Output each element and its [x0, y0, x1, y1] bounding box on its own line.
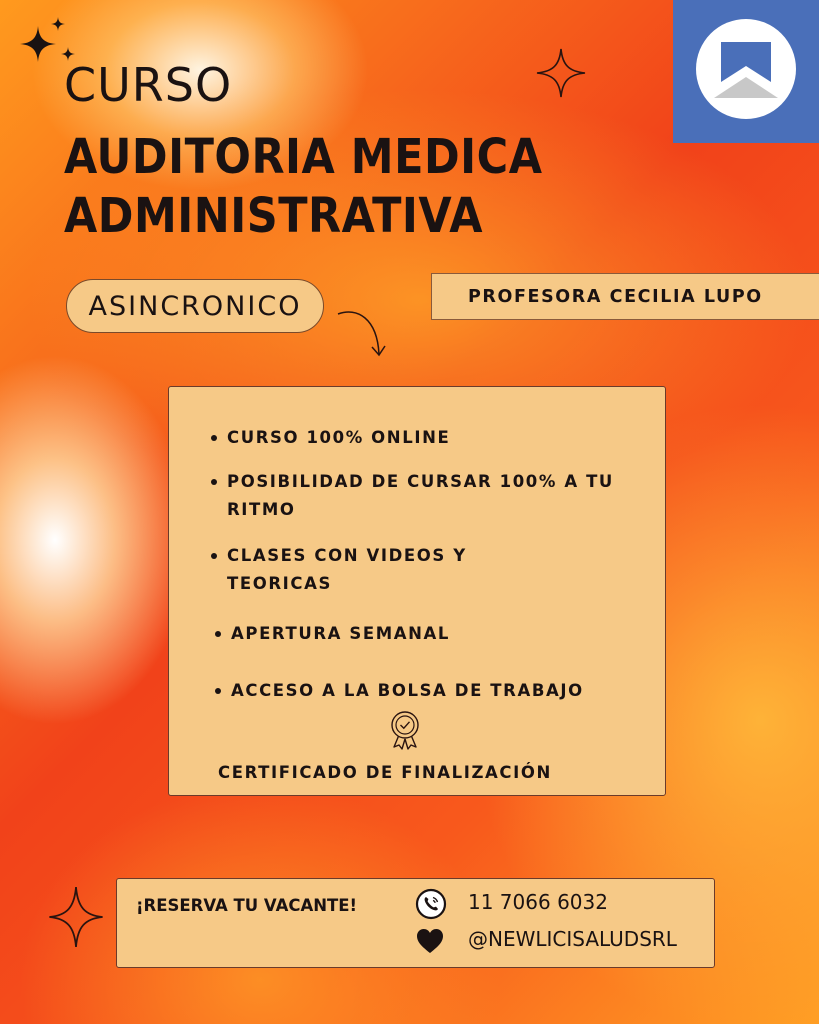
contact-panel — [116, 878, 715, 968]
phone-icon — [415, 888, 447, 920]
feature-item: APERTURA SEMANAL — [215, 620, 635, 648]
bullet-icon — [211, 479, 217, 485]
sparkle-outline-icon — [48, 886, 104, 948]
course-title-line-2: ADMINISTRATIVA — [64, 188, 484, 245]
bullet-icon — [211, 435, 217, 441]
feature-item: CURSO 100% ONLINE — [211, 424, 631, 452]
feature-item: POSIBILIDAD DE CURSAR 100% A TU RITMO — [211, 468, 631, 524]
modality-badge: ASINCRONICO — [66, 279, 324, 333]
bullet-icon — [215, 688, 221, 694]
phone-number[interactable]: 11 7066 6032 — [468, 890, 608, 914]
curved-arrow-icon — [335, 308, 391, 362]
features-panel — [168, 386, 666, 796]
reserve-cta: ¡RESERVA TU VACANTE! — [136, 896, 358, 915]
brand-logo — [673, 0, 819, 143]
course-title-line-1: AUDITORIA MEDICA — [64, 129, 543, 186]
sparkle-icon — [20, 26, 56, 62]
award-ribbon-icon — [389, 709, 421, 751]
feature-item: CLASES CON VIDEOS Y TEORICAS — [211, 542, 531, 598]
course-kicker: CURSO — [64, 58, 233, 112]
heart-icon — [415, 927, 445, 955]
house-roof-logo-icon — [696, 19, 796, 119]
sparkle-outline-icon — [536, 48, 586, 98]
certificate-label: CERTIFICADO DE FINALIZACIÓN — [218, 763, 552, 782]
sparkle-small-icon — [51, 17, 65, 31]
social-handle[interactable]: @NEWLICISALUDSRL — [468, 927, 677, 951]
logo-circle — [696, 19, 796, 119]
teacher-label: PROFESORA CECILIA LUPO — [431, 273, 819, 320]
bullet-icon — [211, 553, 217, 559]
feature-item: ACCESO A LA BOLSA DE TRABAJO — [215, 677, 655, 705]
bullet-icon — [215, 631, 221, 637]
